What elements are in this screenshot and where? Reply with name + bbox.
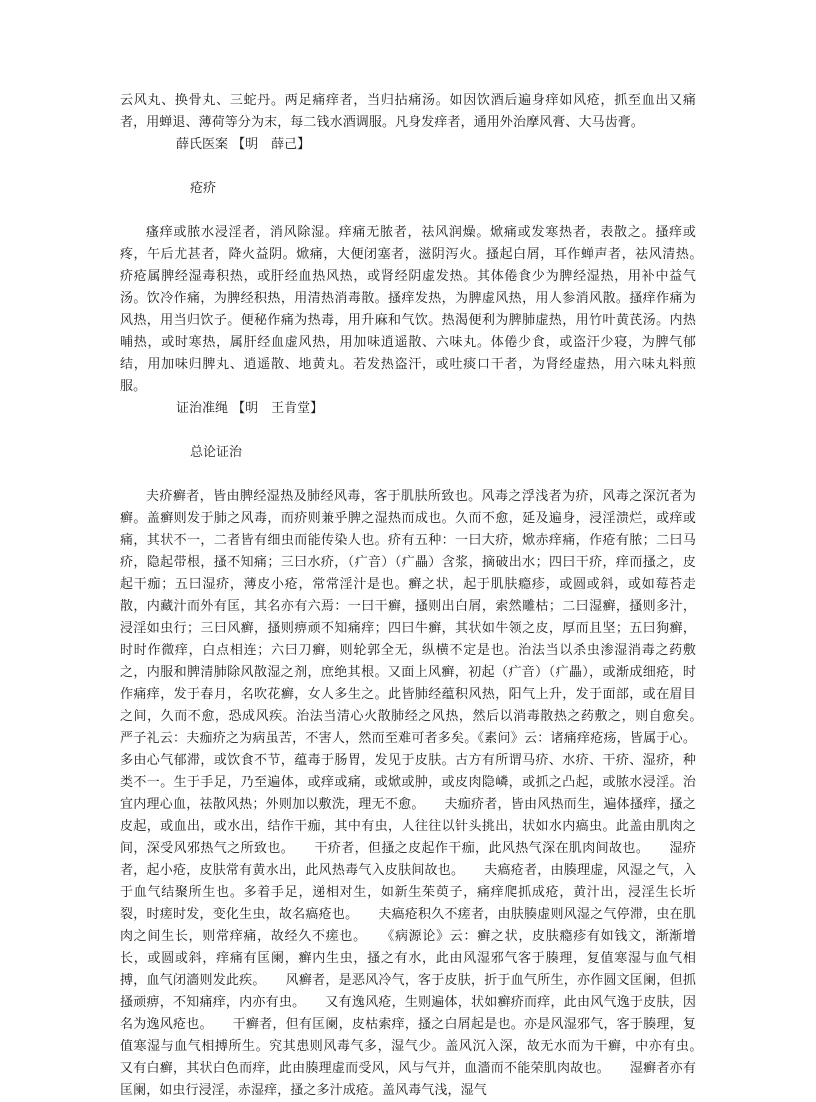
paragraph-scabies-treatment: 瘙痒或脓水浸淫者，消风除湿。痒痛无脓者，祛风润燥。焮痛或发寒热者，表散之。搔痒或疼，午后尤甚者，降火益阴。焮痛，大便闭塞者，滋阴泻火。搔起白屑，耳作蝉声者，祛风清热。 疥疮属脾经湿毒积热，或肝经血热风热，或肾经阴虚发热。其体倦食少为脾经湿热，用补中益气汤。饮冷作痛，为脾经积热，用清热消毒散。搔痒发热，为脾虚风热，用人参消风散。搔痒作痛为风热，用当归饮子。便秘作痛为热毒，用升麻和气饮。热渴便利为脾肺虚热，用竹叶黄芪汤。内热晡热，或时寒热，属肝经血虚风热，用加味逍遥散、六味丸。体倦少食，或盗汗少寝，为脾气郁结，用加味归脾丸、逍遥散、地黄丸。若发热盗汗，或吐痰口干者，为肾经虚热，用六味丸料煎服。 [120,225,723,394]
section-heading-general-theory: 总论证治 [190,445,243,460]
section-heading-sores-scabies: 疮疥 [190,181,217,196]
spacer [120,420,696,442]
spacer [120,464,696,486]
paragraph-general-theory: 夫疥癣者，皆由脾经湿热及肺经风毒，客于肌肤所致也。风毒之浮浅者为疥，风毒之深沉者为癣。盖癣则发于肺之风毒，而疥则兼乎脾之湿热而成也。久而不愈，延及遍身，浸淫溃烂，或痒或痛，其状不一，二者皆有细虫而能传染人也。疥有五种：一曰大疥，焮赤痒痛，作疮有脓；二曰马疥，隐起带根，搔不知痛；三曰水疥，（疒音）（疒畾）含浆，摘破出水；四曰干疥，痒而搔之，皮起干痂；五曰湿疥，薄皮小疮，常常淫汁是也。癣之状，起于肌肤瘾疹，或圆或斜，或如莓苔走散，内藏汁而外有匡，其名亦有六焉：一曰干癣，搔则出白屑，索然雕枯；二曰湿癣，搔则多汁，浸淫如虫行；三曰风癣，搔则痹顽不知痛痒；四曰牛癣，其状如牛领之皮，厚而且坚；五曰狗癣，时时作微痒，白点相连；六曰刀癣，则轮郭全无，纵横不定是也。治法当以杀虫渗湿消毒之药敷之，内服和脾清肺除风散湿之剂，庶绝其根。又面上风癣，初起（疒音）（疒畾），或渐成细疮，时作痛痒，发于春月，名吹花癣，女人多生之。此皆肺经蕴积风热，阳气上升，发于面部，或在眉目之间，久而不愈，恐成风疾。治法当清心火散肺经之风热，然后以消毒散热之药敷之，则自愈矣。 严子礼云：夫痂疥之为病虽苦，不害人，然而至难可者多矣。《素问》云：诸痛痒疮疡，皆属于心。多由心气郁滞，或饮食不节，蕴毒于肠胃，发见于皮肤。古方有所谓马疥、水疥、干疥、湿疥，种类不一。生于手足，乃至遍体，或痒或痛，或焮或肿，或皮肉隐嶙，或抓之凸起，或脓水浸淫。治宜内理心血，祛散风热；外则加以敷洗，理无不愈。 夫痂疥者，皆由风热而生，遍体搔痒，搔之皮起，或血出，或水出，结作干痂，其中有虫，人往往以针头挑出，状如水内瘑虫。此盖由肌肉之间，深受风邪热气之所致也。 干疥者，但搔之皮起作干痂，此风热气深在肌肉间故也。 湿疥者，起小疮，皮肤常有黄水出，此风热毒气入皮肤间故也。 夫瘑疮者，由腠理虚，风湿之气，入于血气结聚所生也。多着手足，递相对生，如新生茱萸子，痛痒爬抓成疮，黄汁出，浸淫生长圻裂，时瘥时发，变化生虫，故名瘑疮也。 夫瘑疮积久不瘥者，由肤腠虚则风湿之气停滞，虫在肌肉之间生长，则常痒痛，故经久不瘥也。 《病源论》云：癣之状，皮肤瘾疹有如钱文，渐渐增长，或圆或斜，痒痛有匡阑，癣内生虫，搔之有水，此由风湿邪气客于腠理，复值寒湿与血气相搏，血气闭濇则发此疾。 风癣者，是恶风冷气，客于皮肤，折于血气所生，亦作圆文匡阑，但抓搔顽痹，不知痛痒，内亦有虫。 又有逸风疮，生则遍体，状如癣疥而痒，此由风气逸于皮肤，因名为逸风疮也。 干癣者，但有匡阑，皮枯索痒，搔之白屑起是也。亦是风湿邪气，客于腠理，复值寒湿与血气相搏所生。究其患则风毒气多，湿气少。盖风沉入深，故无水而为干癣，中亦有虫。 又有白癣，其状白色而痒，此由腠理虚而受风，风与气并，血濇而不能荣肌肉故也。 湿癣者亦有匡阑，如虫行浸淫，赤湿痒，搔之多汁成疮。盖风毒气浅，湿气 [120,489,723,1098]
source-citation-xue-shi-yi-an: 薛氏医案 【明 薛己】 [176,137,311,152]
document-page [120,90,723,1102]
spacer [120,156,696,178]
source-citation-zheng-zhi-zhun-sheng: 证治准绳 【明 王肯堂】 [176,401,324,416]
spacer [120,200,696,222]
paragraph-itch-remedies: 云风丸、换骨丸、三蛇丹。两足痛痒者，当归拈痛汤。如因饮酒后遍身痒如风疮，抓至血出又痛者，用蝉退、薄荷等分为末，每二钱水酒调服。凡身发痒者，通用外治摩风膏、大马齿膏。 [120,93,696,130]
